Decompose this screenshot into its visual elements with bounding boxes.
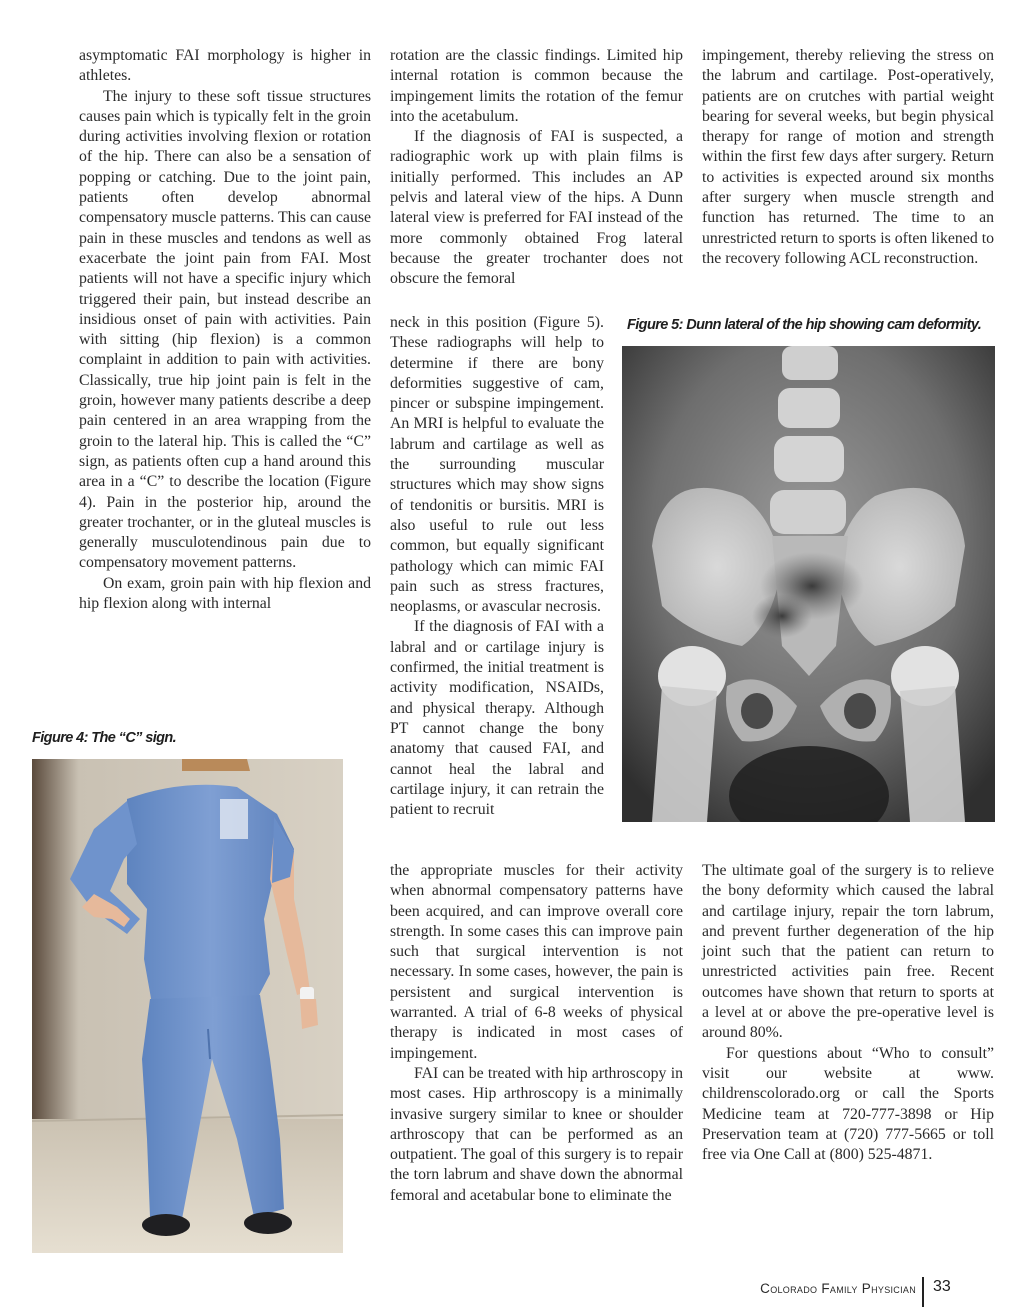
paragraph: rotation are the classic findings. Limited hip internal rotation is common because the impingement limits the rotation of the femur into the acetabulum. <box>390 47 683 125</box>
paragraph: neck in this position (Figure 5). These radiographs will help to determine if there are bony deformities suggestive of cam, pincer or subspine impingement. An MRI is helpful to evaluate the labrum and cartilage as well as the surrounding muscular structures which may show signs of tendonitis or bursitis. MRI is also useful to rule out less common, but equally significant pathology which can mimic FAI pain such as stress fractures, neoplasms, or avascular necrosis. <box>390 314 604 616</box>
figure-5-caption: Figure 5: Dunn lateral of the hip showing cam deformity. <box>627 317 982 333</box>
publication-name: Colorado Family Physician <box>760 1281 916 1296</box>
page-footer <box>700 1277 1010 1307</box>
text-column-1 <box>79 46 371 614</box>
text-column-2-narrow <box>390 313 604 820</box>
figure-4-caption: Figure 4: The “C” sign. <box>32 730 177 746</box>
paragraph: impingement, thereby relieving the stress on the labrum and cartilage. Post-operatively, patients are on crutches with partial weight bearing for several weeks, but begin physical therapy for range of motion and strength within the first few days after surgery. Return to activities is expected around six months after surgery when muscle strength and function has returned. The time to an unrestricted return to sports is often likened to the recovery following ACL reconstruction. <box>702 47 994 267</box>
paragraph: If the diagnosis of FAI with a labral and or cartilage injury is confirmed, the initial treatment is activity modification, NSAIDs, and physical therapy. Although PT cannot change the bony anatomy that caused FAI, and cannot heal the labral and cartilage injury, it can retrain the patient to recruit <box>390 618 604 819</box>
page-number: 33 <box>933 1278 951 1295</box>
figure-4-photo <box>32 759 343 1253</box>
text-column-3-bottom <box>702 861 994 1165</box>
paragraph: On exam, groin pain with hip flexion and hip flexion along with internal <box>79 574 371 613</box>
paragraph: asymptomatic FAI morphology is higher in athletes. <box>79 47 371 85</box>
text-column-2-top <box>390 46 683 290</box>
figure-5-xray <box>622 346 995 822</box>
paragraph: If the diagnosis of FAI is suspected, a radiographic work up with plain films is initially performed. This includes an AP pelvis and lateral view of the hips. A Dunn lateral view is preferred for FAI instead of the more commonly obtained Frog lateral because the greater trochanter does not obscure the femoral <box>390 128 683 288</box>
paragraph: the appropriate muscles for their activity when abnormal compensatory patterns have been acquired, and can improve overall core strength. In some cases this can improve pain such that surgical intervention is not necessary. In some cases, however, the pain is persistent and surgical intervention is warranted. A trial of 6-8 weeks of physical therapy is indicated in most cases of impingement. <box>390 862 683 1062</box>
paragraph: The injury to these soft tissue structures causes pain which is typically felt in the groin during activities involving flexion or rotation of the hip. There can also be a sensation of popping or catching. Due to the joint pain, patients often develop abnormal compensatory muscle patterns. This can cause pain in these muscles and tendons as well as exacerbate the joint pain from FAI. Most patients will not have a specific injury which triggered their pain, but instead describe an insidious onset of pain with activities. Pain with sitting (hip flexion) is a common complaint in addition to pain with activities. Classically, true hip joint pain is felt in the groin, however many patients describe a deep pain centered in an area wrapping from the groin to the lateral hip. This is called the “C” sign, as patients often cup a hand around this area in a “C” to describe the location (Figure 4). Pain in the posterior hip, around the greater trochanter, or in the gluteal muscles is generally musculotendinous pain due to compensatory movement patterns. <box>79 87 371 572</box>
footer-divider <box>922 1277 924 1307</box>
paragraph: FAI can be treated with hip arthroscopy in most cases. Hip arthroscopy is a minimally invasive surgery similar to knee or shoulder arthroscopy that can be performed as an outpatient. The goal of this surgery is to repair the torn labrum and shave down the abnormal femoral and acetabular bone to eliminate the <box>390 1064 683 1204</box>
paragraph: For questions about “Who to consult” visit our website at www. childrenscolorado.org or call the Sports Medicine team at 720-777-3898 or Hip Preservation team at (720) 777-5665 or toll free via One Call at (800) 525-4871. <box>702 1044 994 1164</box>
text-column-3-top <box>702 46 994 269</box>
text-column-2-bottom <box>390 861 683 1206</box>
paragraph: The ultimate goal of the surgery is to relieve the bony deformity which caused the labral and cartilage injury, repair the torn labrum, and prevent further degeneration of the hip joint such that the patient can return to unrestricted activities pain free. Recent outcomes have shown that return to sports at a level at or above the pre-operative level is around 80%. <box>702 862 994 1042</box>
